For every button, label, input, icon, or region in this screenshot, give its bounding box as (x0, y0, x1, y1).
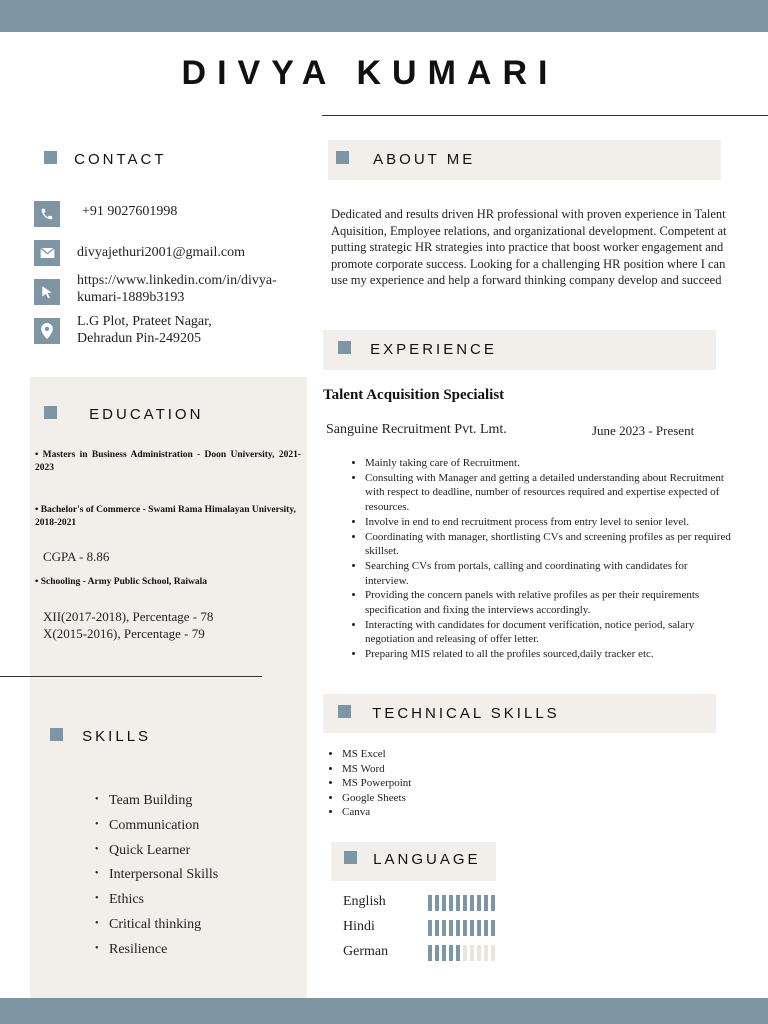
contact-heading (44, 151, 167, 168)
level-bar-segment (456, 945, 460, 961)
education-divider (0, 676, 262, 677)
about-heading-label: ABOUT ME (373, 151, 476, 168)
list-item: • Mainly taking care of Recruitment. (365, 456, 733, 471)
list-item: • Canva (342, 805, 530, 820)
list-item: • Preparing MIS related to all the profiles sourced,daily tracker etc. (365, 647, 733, 662)
address-line-2: Dehradun Pin-249205 (77, 331, 202, 346)
skills-heading-marker (50, 728, 63, 741)
skills-heading-label: SKILLS (82, 728, 152, 745)
contact-linkedin[interactable] (77, 272, 302, 306)
level-bar-segment (449, 945, 453, 961)
list-item: • Consulting with Manager and getting a detailed understanding about Recruitment with respect to deadline, number of resources required and expertise expected of resources. (365, 471, 733, 515)
about-heading-marker (336, 151, 349, 164)
skill-label: Ethics (109, 892, 144, 908)
skills-heading (50, 728, 151, 745)
about-heading (336, 151, 475, 168)
level-bar-segment (456, 895, 460, 911)
bottom-accent-bar (0, 998, 768, 1024)
education-heading (44, 406, 203, 423)
education-bachelors: • Bachelor's of Commerce - Swami Rama Himalayan University, 2018-2021 (35, 505, 296, 528)
header-divider (322, 115, 768, 116)
education-masters: • Masters in Business Administration - Doon University, 2021-2023 (35, 450, 301, 473)
level-bar-segment (442, 895, 446, 911)
experience-heading-marker (338, 341, 351, 354)
list-item: • Providing the concern panels with relative profiles as per their requirements specification and fixing the interviews accordingly. (365, 588, 733, 617)
list-item: • Interpersonal Skills (95, 867, 219, 883)
address-line-1: L.G Plot, Prateet Nagar, (77, 314, 212, 329)
education-heading-marker (44, 406, 57, 419)
experience-heading-label: EXPERIENCE (370, 341, 497, 358)
experience-heading (338, 341, 497, 358)
experience-bullets (353, 456, 733, 662)
location-pin-icon (34, 318, 60, 344)
technical-heading-marker (338, 705, 351, 718)
education-heading-label: EDUCATION (89, 406, 204, 423)
level-bar-segment (463, 920, 467, 936)
language-level-hindi (428, 920, 495, 936)
level-bar-segment (449, 895, 453, 911)
mail-icon (34, 240, 60, 266)
list-item: • Searching CVs from portals, calling and coordinating with candidates for interview. (365, 559, 733, 588)
level-bar-segment (484, 895, 488, 911)
skill-label: Quick Learner (109, 842, 191, 858)
language-level-german (428, 945, 495, 961)
level-bar-segment (491, 895, 495, 911)
level-bar-segment (484, 920, 488, 936)
language-name-english: English (343, 894, 386, 909)
language-heading-marker (344, 851, 357, 864)
level-bar-segment (484, 945, 488, 961)
linkedin-line-1[interactable]: https://www.linkedin.com/in/divya- (77, 273, 277, 288)
education-xii: XII(2017-2018), Percentage - 78 (43, 609, 214, 624)
about-text: Dedicated and results driven HR professional with proven experience in Talent Aquisition, Employee relations, and organizational development. Competent at putting strategic HR strategies into practice that boost worker engagement and promote corporate success. Looking for a challenging HR position where I can use my experience and help a forward thinking company develop and succeed (331, 207, 727, 288)
level-bar-segment (442, 945, 446, 961)
list-item: • Critical thinking (95, 916, 202, 932)
job-dates: June 2023 - Present (592, 423, 695, 438)
contact-heading-marker (44, 151, 57, 164)
list-item: • Interacting with candidates for document verification, notice period, salary negotiation and releasing of offer letter. (365, 618, 733, 647)
contact-email[interactable]: divyajethuri2001@gmail.com (77, 245, 246, 260)
level-bar-segment (470, 945, 474, 961)
list-item: • MS Excel (342, 747, 530, 762)
level-bar-segment (435, 920, 439, 936)
language-heading-label: LANGUAGE (373, 851, 481, 868)
contact-address (77, 313, 212, 347)
list-item: • MS Powerpoint (342, 776, 530, 791)
list-item: • Ethics (95, 892, 144, 908)
job-company: Sanguine Recruitment Pvt. Lmt. (326, 422, 507, 437)
linkedin-line-2[interactable]: kumari-1889b3193 (77, 290, 185, 305)
education-cgpa: CGPA - 8.86 (43, 549, 110, 564)
list-item: • Resilience (95, 941, 168, 957)
level-bar-segment (463, 945, 467, 961)
list-item: • Team Building (95, 793, 193, 808)
language-name-hindi: Hindi (343, 919, 375, 934)
list-item: • Coordinating with manager, shortlisting CVs and screening profiles as per required skillset. (365, 530, 733, 559)
technical-heading-label: TECHNICAL SKILLS (372, 705, 560, 722)
list-item: • Involve in end to end recruitment process from entry level to senior level. (365, 515, 733, 530)
skill-label: Team Building (109, 793, 193, 808)
level-bar-segment (477, 920, 481, 936)
level-bar-segment (470, 895, 474, 911)
top-accent-bar (0, 0, 768, 32)
language-heading (344, 851, 481, 868)
level-bar-segment (442, 920, 446, 936)
level-bar-segment (428, 895, 432, 911)
skills-list (95, 793, 295, 967)
level-bar-segment (477, 895, 481, 911)
language-level-english (428, 895, 495, 911)
list-item: • Quick Learner (95, 842, 191, 858)
candidate-name: DIVYA KUMARI (181, 54, 559, 92)
phone-icon (34, 201, 60, 227)
skill-label: Interpersonal Skills (109, 867, 219, 883)
level-bar-segment (435, 895, 439, 911)
level-bar-segment (491, 920, 495, 936)
list-item: • Google Sheets (342, 791, 530, 806)
education-x: X(2015-2016), Percentage - 79 (43, 626, 205, 641)
skill-label: Critical thinking (109, 916, 202, 932)
skill-label: Resilience (109, 941, 168, 957)
list-item: • MS Word (342, 762, 530, 777)
language-name-german: German (343, 944, 389, 959)
list-item: • Communication (95, 817, 200, 833)
level-bar-segment (428, 920, 432, 936)
skill-label: Communication (109, 817, 200, 833)
education-schooling: • Schooling - Army Public School, Raiwala (35, 577, 207, 587)
level-bar-segment (463, 895, 467, 911)
cursor-icon (34, 279, 60, 305)
level-bar-segment (449, 920, 453, 936)
level-bar-segment (456, 920, 460, 936)
level-bar-segment (470, 920, 474, 936)
job-title: Talent Acquisition Specialist (323, 387, 505, 403)
technical-heading (338, 705, 560, 722)
level-bar-segment (491, 945, 495, 961)
contact-heading-label: CONTACT (74, 151, 167, 168)
level-bar-segment (477, 945, 481, 961)
level-bar-segment (435, 945, 439, 961)
level-bar-segment (428, 945, 432, 961)
contact-phone: +91 9027601998 (82, 204, 178, 219)
technical-list (330, 747, 530, 820)
